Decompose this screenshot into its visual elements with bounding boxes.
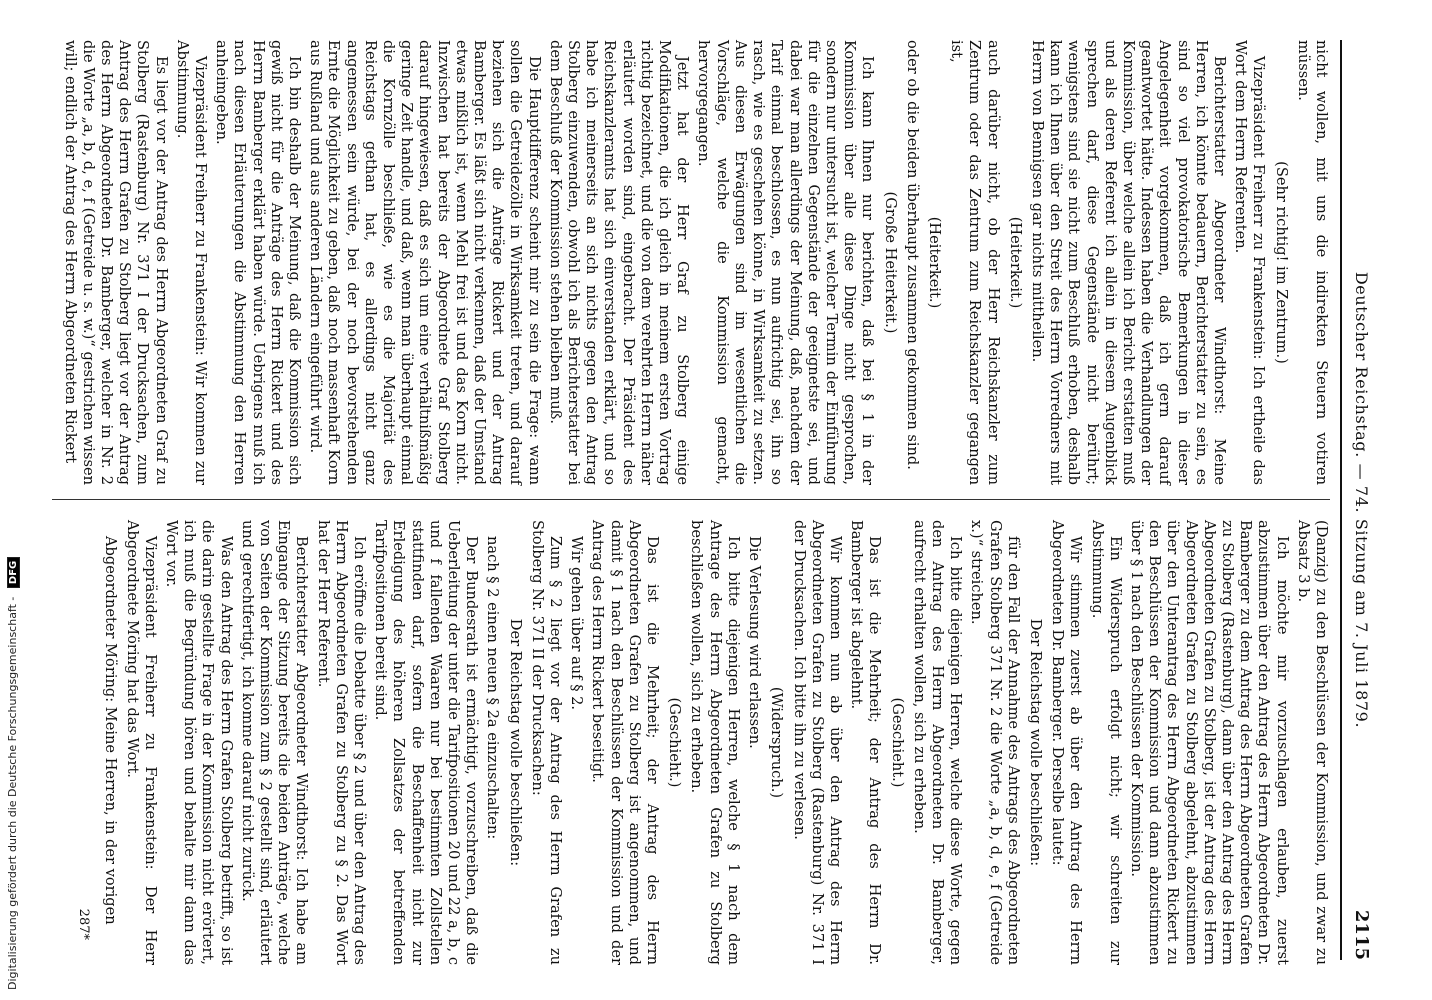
motion-text: für den Fall der Annahme des Antrags des Abgeordneten Grafen Stolberg 371 Nr. 2 die Worte „a, b, d, e, f (Getreide x.)“ streichen. — [968, 520, 1022, 965]
right-column — [98, 520, 1330, 965]
motion-heading: Der Reichstag wolle beschließen: — [1026, 618, 1044, 867]
motion-text: nach § 2 einen neuen § 2a einzuschalten: — [484, 536, 502, 840]
paragraph: nicht wollen, mit uns die indirekten Steuern votiren müssen. — [1294, 40, 1330, 485]
paragraph: Wir kommen nun ab über den Antrag des Herrn Abgeordneten Grafen zu Stolberg (Rastenburg) Nr. 371 I der Drucksachen. Ich bitte ihn zu verlesen. — [790, 520, 844, 965]
paragraph: Zum § 2 liegt vor der Antrag des Herrn Grafen zu Stolberg Nr. 371 II der Drucksachen: — [528, 520, 565, 965]
paragraph: Ich eröffne die Debatte über § 2 und über den Antrag des Herrn Abgeordneten Grafen zu Stolberg zu § 2. Das Wort hat der Herr Referent. — [314, 520, 369, 965]
motion-heading: Der Reichstag wolle beschließen: — [506, 618, 524, 867]
paragraph: Die Hauptdifferenz scheint mir zu sein die Frage: wann sollen die Getreidezölle in Wirksamkeit treten, und darauf beziehen sich die Anträge Rickert und der Antrag Bamberger. Es läßt sich nicht verkennen, daß der Umstand etwas mißlich ist, wenn Mehl frei ist und das Korn nicht. Inzwischen hat bereits der Abgeordnete Graf Stolberg darauf hingewiesen, daß es sich um eine verhältnißmäßig geringe Zeit handle, und daß, wenn man überhaupt einmal die Kornzölle beschließe, wie es die Majorität des Reichstags gethan hat, es allerdings nicht ganz angemessen sein würde, bei der noch bevorstehenden Ernte die Möglichkeit zu geben, daß noch massenhaft Korn aus Rußland und aus anderen Ländern eingeführt wird. — [307, 40, 543, 485]
interjection: (Sehr richtig! im Zentrum.) — [1272, 161, 1290, 364]
page-header — [1340, 40, 1382, 960]
digitization-credit — [6, 550, 20, 990]
speaker-paragraph: Abgeordneter Möring: Meine Herren, in der vorigen — [102, 536, 120, 925]
motion-text: Der Bundesrath ist ermächtigt, vorzuschreiben, daß die Ueberleitung der unter die Tarifpositionen 20 und 22 a, b, c und f fallenden Waaren nur bei bestimmten Zollstellen stattfinden darf, sofern die Beschaffenheit nicht zur Erledigung des höheren Zollsatzes der betreffenden Tarifpositionen bereit sind. — [372, 520, 481, 965]
left-column — [57, 40, 1330, 485]
paragraph: Das ist die Mehrheit; der Antrag des Herrn Abgeordneten Grafen zu Stolberg ist angenommen, und damit § 1 nach den Beschlüssen der Kommission und der Antrag des Herrn Rickert beseitigt. — [589, 520, 662, 965]
paragraph: Die Verlesung wird erlassen. — [746, 536, 764, 749]
speaker-paragraph: Berichterstatter Abgeordneter Windthorst: Ich habe am Eingange der Sitzung bereits die beiden Anträge, welche von Seiten der Kommission zum § 2 gestellt sind, erläutert und gerechtfertigt, ich komme darauf nicht zurück. — [238, 520, 311, 965]
document-page — [52, 0, 1382, 1000]
interjection: (Geschieht.) — [666, 697, 684, 788]
paragraph: (Danzig) zu den Beschlüssen der Kommission, und zwar zu Absatz 3 b. — [1294, 520, 1330, 965]
interjection: (Geschieht.) — [888, 697, 906, 788]
credit-text: Digitalisierung gefördert durch die Deutsche Forschungsgemeinschaft - — [6, 596, 19, 990]
speaker-paragraph: Vizepräsident Freiherr zu Frankenstein: Ich ertheile das Wort dem Herrn Referenten. — [1232, 40, 1268, 485]
interjection: (Widerspruch.) — [768, 686, 786, 799]
interjection: (Heiterkeit.) — [1006, 216, 1024, 309]
paragraph: Ich kann Ihnen nur berichten, daß bei § 1 in der Kommission über alle diese Dinge nicht gesprochen, sondern nur untersucht ist, welcher Termin der Einführung für die einzelnen Gegenstände der geeignetste sei, und dabei war man allerdings der Meinung, daß, nachdem der Tarif einmal beschlossen, es nun aufrichtig sei, ihn so rasch, wie es geschehen könne, in Wirksamkeit zu setzen. Aus diesen Erwägungen sind im wesentlichen die Vorschläge, welche die Kommission gemacht, hervorgegangen. — [695, 40, 877, 485]
paragraph: Was den Antrag des Herrn Grafen Stolberg betrifft, so ist die darin gestellte Frage in der Kommission nicht erörtert, ich muß die Begründung hören und behalte mir dann das Wort vor. — [163, 520, 235, 965]
signature-mark: 287* — [76, 908, 92, 940]
paragraph: Ein Widerspruch erfolgt nicht; wir schreiten zur Abstimmung. — [1088, 520, 1124, 965]
paragraph: Jetzt hat der Herr Graf zu Stolberg einige Modifikationen, die ich gleich in meinem ersten Vortrag richtig bezeichnet, und die von dem verehrten Herrn näher erläutert worden sind, eingebracht. Der Präsident des Reichskanzleramts hat sich einverstanden erklärt, und so habe ich meinerseits an sich nichts gegen den Antrag Stolberg einzuwenden, obwohl ich als Berichterstatter bei dem Beschluß der Kommission stehen bleiben muß. — [546, 40, 692, 485]
speaker-paragraph: Vizepräsident Freiherr zu Frankenstein: Wir kommen zur Abstimmung. — [173, 40, 210, 485]
paragraph: Wir stimmen zuerst ab über den Antrag des Herrn Abgeordneten Dr. Bamberger. Derselbe lautet: — [1049, 520, 1085, 965]
paragraph: oder ob die beiden überhaupt zusammen gekommen sind. — [903, 40, 921, 470]
paragraph: Ich möchte mir vorzuschlagen erlauben, zuerst abzustimmen über den Antrag des Herrn Abgeordneten Dr. Bamberger zu dem Antrag des Herrn Abgeordneten Grafen zu Stolberg (Rastenburg), dann über den Antrag des Herrn Abgeordneten Grafen zu Stolberg, ist der Antrag des Herrn Abgeordneten Grafen zu Stolberg abgelehnt, abzustimmen über den Unterantrag des Herrn Abgeordneten Rickert zu den Beschlüssen der Kommission und dann abzustimmen über § 1 nach den Beschlüssen der Kommission. — [1127, 520, 1291, 965]
interjection: (Heiterkeit.) — [925, 216, 943, 309]
column-divider — [52, 499, 1330, 500]
running-title: Deutscher Reichstag. — 74. Sitzung am 7. Juli 1879. — [1352, 271, 1371, 729]
dfg-logo: DFG — [7, 557, 20, 588]
paragraph: Das ist die Mehrheit; der Antrag des Herrn Dr. Bamberger ist abgelehnt. — [848, 520, 884, 965]
paragraph: Ich bin deshalb der Meinung, daß die Kommission sich gewiß nicht für die Anträge des Herrn Rickert und des Herrn Bamberger erklärt haben würde. Uebrigens muß ich nach diesen Erläuterungen die Abstimmung den Herren anheimgeben. — [213, 40, 304, 485]
speaker-paragraph: Vizepräsident Freiherr zu Frankenstein: Der Herr Abgeordnete Möring hat das Wort. — [123, 520, 159, 965]
interjection: (Große Heiterkeit.) — [881, 191, 899, 334]
paragraph: Wir gehen über auf § 2. — [568, 536, 586, 711]
paragraph: auch darüber nicht, ob der Herr Reichskanzler zum Zentrum oder das Zentrum zum Reichskanzler gegangen ist, — [948, 40, 1002, 485]
paragraph: Es liegt vor der Antrag des Herrn Abgeordneten Graf zu Stolberg (Rastenburg) Nr. 371 I der Drucksachen, zum Antrag des Herrn Grafen zu Stolberg liegt vor der Antrag des Herrn Abgeordneten Dr. Bamberger, welcher in Nr. 2 die Worte „a, b, d, e, f (Getreide u. s. w.)“ gestrichen wissen will; endlich der Antrag des Herrn Abgeordneten Rickert — [61, 40, 170, 485]
speaker-paragraph: Berichterstatter Abgeordneter Windthorst: Meine Herren, ich könnte bedauern, Berichterstatter zu sein, es sind so viel provokatorische Bemerkungen in dieser Angelegenheit vorgekommen, daß ich gern darauf geantwortet hätte. Indessen haben die Verhandlungen der Kommission, über welche allein ich Bericht erstatten muß und als deren Referent ich allein in diesem Augenblick sprechen darf, diese Gegenstände nicht berührt; wenigstens sind sie nicht zum Beschluß erhoben, deshalb kann ich Ihnen über den Streit des Herrn Vorredners mit Herrn von Bennigsen gar nichts mittheilen. — [1028, 40, 1228, 485]
page-number: 2115 — [1351, 909, 1372, 960]
paragraph: Ich bitte diejenigen Herren, welche § 1 nach dem Antrage des Herrn Abgeordneten Grafen zu Stolberg beschließen wollen, sich zu erheben. — [688, 520, 742, 965]
paragraph: Ich bitte diejenigen Herren, welche diese Worte, gegen den Antrag des Herrn Abgeordneten Dr. Bamberger, aufrecht erhalten wollen, sich zu erheben. — [910, 520, 965, 965]
